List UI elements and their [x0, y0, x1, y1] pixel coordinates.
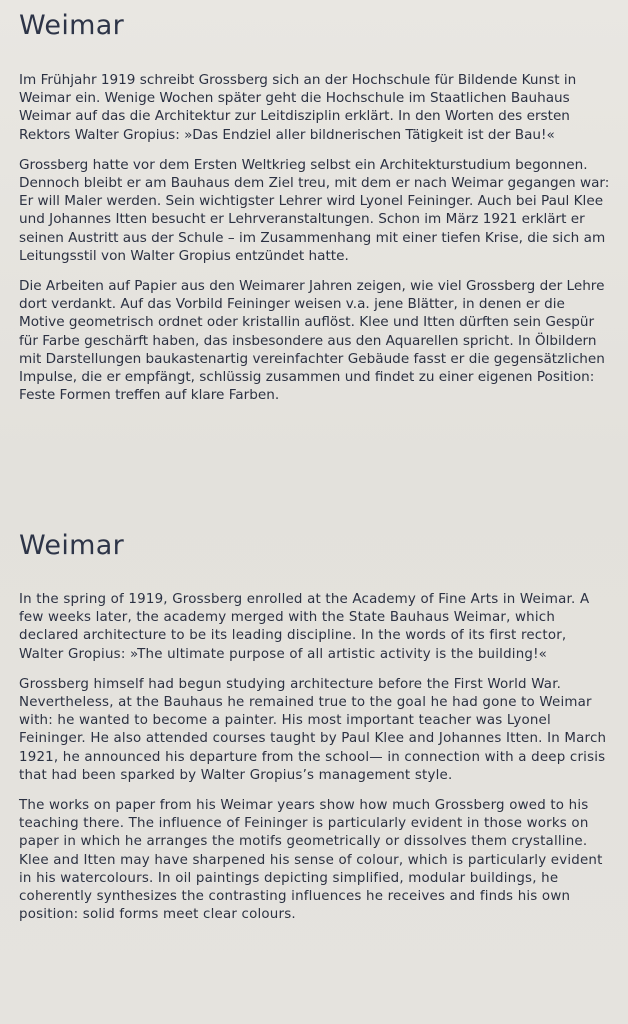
english-paragraph-1: In the spring of 1919, Grossberg enrolled at the Academy of Fine Arts in Weimar. A few weeks later, the academy merged with the State Bauhaus Weimar, which declared architecture to be its leading discipline. In the words of its first rector, Walter Gropius: »The ultimate purpose of all artistic activity is the building!«: [19, 592, 590, 662]
english-paragraph-2: Grossberg himself had begun studying architecture before the First World War. Nevertheless, at the Bauhaus he remained true to the goal he had gone to Weimar with: he wanted to become a painter. His most important teacher was Lyonel Feininger. He also attended courses taught by Paul Klee and Johannes Itten. In March 1921, he announced his departure from the school— in connection with a deep crisis that had been sparked by Walter Gropius’s management style.: [19, 676, 607, 783]
english-text-panel: [19, 530, 611, 936]
german-paragraph-3: Die Arbeiten auf Papier aus den Weimarer Jahren zeigen, wie viel Grossberg der Lehre dort verdankt. Auf das Vorbild Feininger weisen v.a. jene Blätter, in denen er die Motive geometrisch ordnet oder kristallin auflöst. Klee und Itten dürften sein Gespür für Farbe geschärft haben, das insbesondere aus den Aquarellen spricht. In Ölbildern mit Darstellungen baukastenartig vereinfachter Gebäude fasst er die gegensätzlichen Impulse, die er empfängt, schlüssig zusammen und findet zu einer eigenen Position: Feste Formen treffen auf klare Farben.: [19, 278, 605, 404]
german-title: Weimar: [19, 10, 124, 41]
english-title: Weimar: [19, 530, 124, 561]
german-paragraph-1: Im Frühjahr 1919 schreibt Grossberg sich an der Hochschule für Bildende Kunst in Weimar ein. Wenige Wochen später geht die Hochschule im Staatlichen Bauhaus Weimar auf das die Architektur zur Leitdisziplin erklärt. In den Worten des ersten Rektors Walter Gropius: »Das Endziel aller bildnerischen Tätigkeit ist der Bau!«: [19, 72, 577, 143]
german-text-panel: [19, 10, 611, 416]
german-paragraph-2: Grossberg hatte vor dem Ersten Weltkrieg selbst ein Architekturstudium begonnen. Dennoch bleibt er am Bauhaus dem Ziel treu, mit dem er nach Weimar gegangen war: Er will Maler werden. Sein wichtigster Lehrer wird Lyonel Feininger. Auch bei Paul Klee und Johannes Itten besucht er Lehrveranstaltungen. Schon im März 1921 erklärt er seinen Austritt aus der Schule – im Zusammenhang mit einer tiefen Krise, die sich am Leitungsstil von Walter Gropius entzündet hatte.: [19, 156, 610, 264]
english-paragraph-3: The works on paper from his Weimar years show how much Grossberg owed to his teaching there. The influence of Feininger is particularly evident in those works on paper in which he arranges the motifs geometrically or dissolves them crystalline. Klee and Itten may have sharpened his sense of colour, which is particularly evident in his watercolours. In oil paintings depicting simplified, modular buildings, he coherently synthesizes the contrasting influences he receives and finds his own position: solid forms meet clear colours.: [19, 798, 603, 923]
